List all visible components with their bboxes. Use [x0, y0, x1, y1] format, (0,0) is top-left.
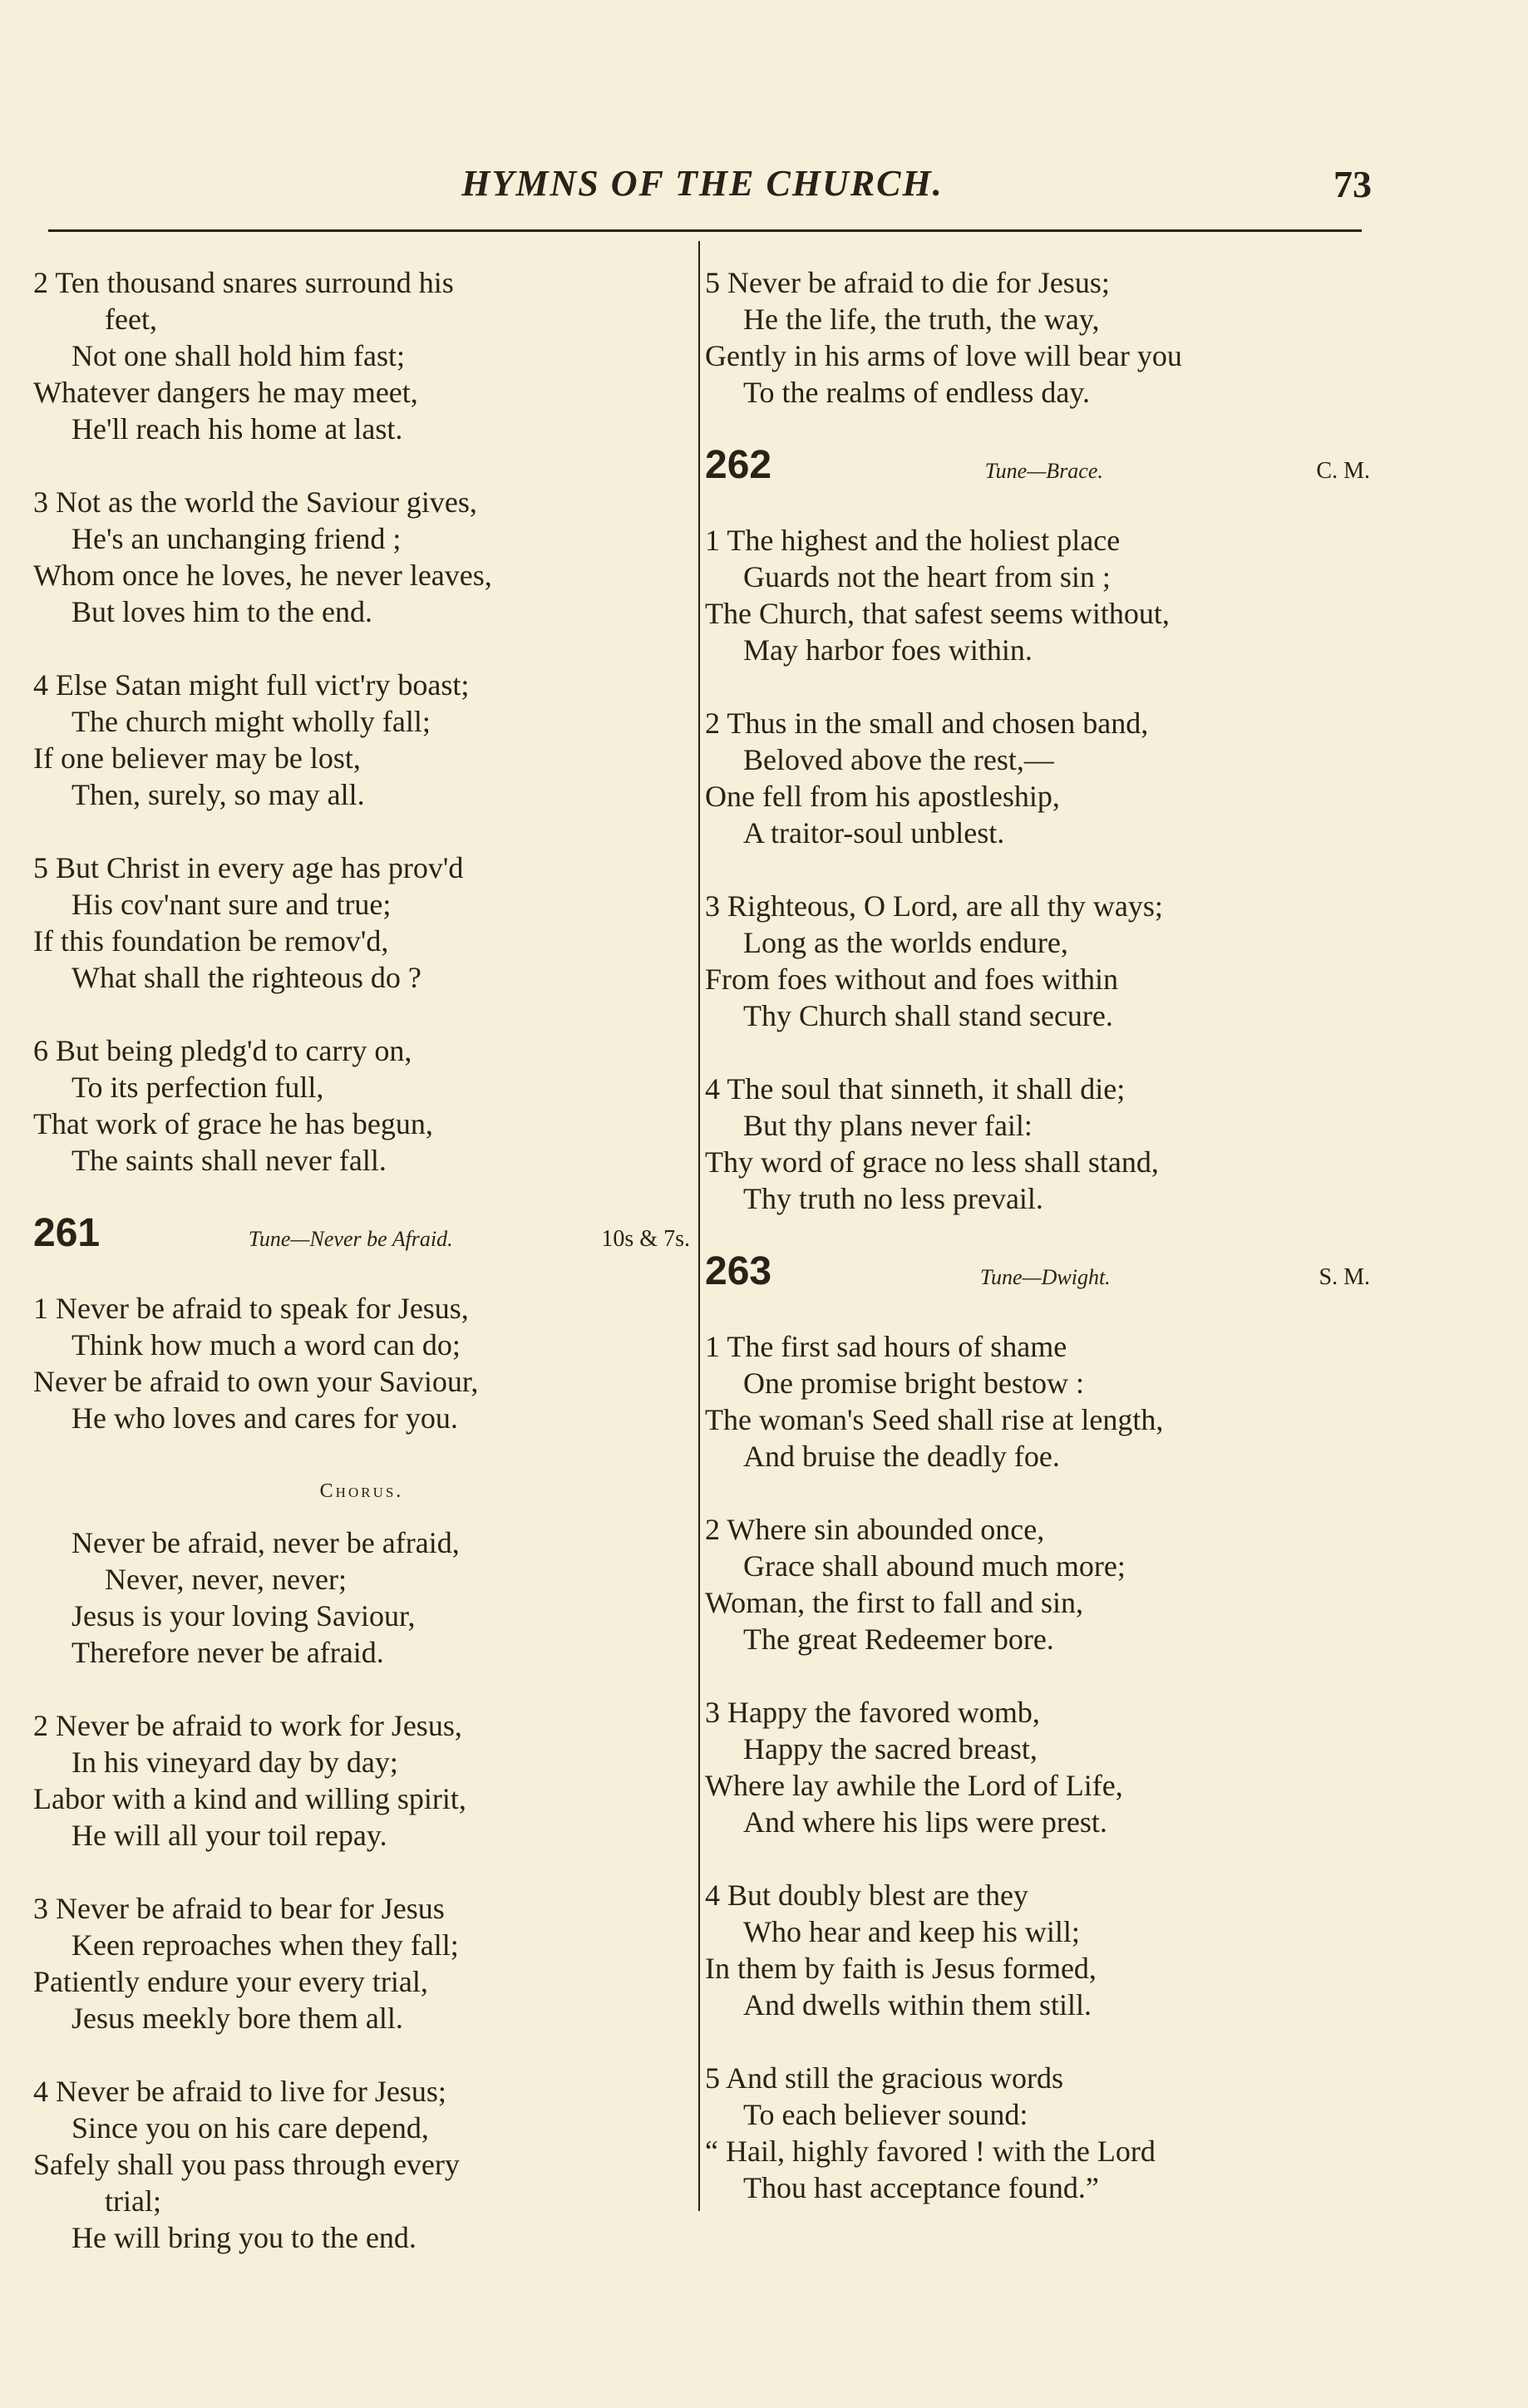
verse-line: His cov'nant sure and true;: [71, 888, 392, 921]
verse-line: Who hear and keep his will;: [743, 1915, 1080, 1948]
stanza: [33, 667, 690, 813]
verse-line: He'll reach his home at last.: [71, 412, 403, 446]
stanza: [705, 1511, 1370, 1657]
chorus-label: Chorus.: [319, 1480, 404, 1502]
verse-line: Never, never, never;: [105, 1563, 347, 1596]
verse-line: Happy the sacred breast,: [743, 1732, 1038, 1765]
verse-line: 1 The highest and the holiest place: [705, 524, 1121, 557]
verse-line: If one believer may be lost,: [33, 741, 361, 775]
verse-line: 2 Ten thousand snares surround his: [33, 266, 454, 299]
verse-line: He will all your toil repay.: [71, 1819, 387, 1852]
verse-line: 2 Thus in the small and chosen band,: [705, 707, 1149, 740]
verse-line: Whatever dangers he may meet,: [33, 376, 418, 409]
verse-line: trial;: [105, 2184, 161, 2218]
verse-line: In them by faith is Jesus formed,: [705, 1952, 1097, 1985]
verse-line: He who loves and cares for you.: [71, 1401, 458, 1435]
verse-line: To its perfection full,: [71, 1071, 324, 1104]
verse-line: 5 But Christ in every age has prov'd: [33, 851, 464, 884]
stanza: [33, 264, 690, 447]
verse-line: In his vineyard day by day;: [71, 1746, 398, 1779]
stanza: [705, 705, 1370, 851]
verse-line: Jesus meekly bore them all.: [71, 2002, 403, 2035]
verse-line: Since you on his care depend,: [71, 2111, 429, 2145]
hymn-heading: [33, 1211, 690, 1265]
verse-line: 1 The first sad hours of shame: [705, 1330, 1067, 1363]
verse-line: One promise bright bestow :: [743, 1367, 1084, 1400]
stanza: [33, 2073, 690, 2256]
verse-line: The woman's Seed shall rise at length,: [705, 1403, 1164, 1436]
running-title: HYMNS OF THE CHURCH.: [461, 163, 944, 204]
verse-line: Jesus is your loving Saviour,: [71, 1599, 416, 1632]
page-number: 73: [1333, 163, 1372, 205]
verse-line: But thy plans never fail:: [743, 1109, 1033, 1142]
verse-line: Long as the worlds endure,: [743, 926, 1068, 959]
verse-line: Thy truth no less prevail.: [743, 1182, 1043, 1215]
stanza: [705, 522, 1370, 668]
verse-line: May harbor foes within.: [743, 633, 1033, 667]
verse-line: Grace shall abound much more;: [743, 1549, 1126, 1583]
stanza: [33, 1032, 690, 1179]
verse-line: Where lay awhile the Lord of Life,: [705, 1769, 1123, 1802]
hymn-meter: S. M.: [1319, 1264, 1370, 1290]
verse-line: Never be afraid to own your Saviour,: [33, 1365, 479, 1398]
hymn-tune: Tune—Never be Afraid.: [248, 1227, 453, 1251]
hymn-meter: C. M.: [1316, 458, 1370, 484]
verse-line: “ Hail, highly favored ! with the Lord: [705, 2135, 1156, 2168]
verse-line: Not one shall hold him fast;: [71, 339, 405, 372]
stanza: [33, 849, 690, 996]
verse-line: 3 Happy the favored womb,: [705, 1696, 1040, 1729]
verse-line: 2 Never be afraid to work for Jesus,: [33, 1709, 462, 1742]
verse-line: But loves him to the end.: [71, 595, 372, 628]
verse-line: Safely shall you pass through every: [33, 2148, 460, 2181]
verse-line: Whom once he loves, he never leaves,: [33, 559, 492, 592]
verse-line: And bruise the deadly foe.: [743, 1440, 1060, 1473]
stanza: [705, 888, 1370, 1034]
page-header: [33, 162, 1372, 212]
verse-line: Therefore never be afraid.: [71, 1636, 384, 1669]
verse-line: Patiently endure your every trial,: [33, 1965, 428, 1998]
stanza: [33, 1707, 690, 1854]
verse-line: The saints shall never fall.: [71, 1144, 387, 1177]
verse-line: To each believer sound:: [743, 2098, 1028, 2131]
stanza: [705, 1877, 1370, 2023]
verse-line: The great Redeemer bore.: [743, 1623, 1054, 1656]
verse-line: What shall the righteous do ?: [71, 961, 421, 994]
stanza: [705, 2060, 1370, 2206]
column-divider: [698, 241, 700, 2211]
verse-line: One fell from his apostleship,: [705, 780, 1060, 813]
verse-line: If this foundation be remov'd,: [33, 924, 389, 958]
verse-line: That work of grace he has begun,: [33, 1107, 433, 1140]
stanza: [33, 1524, 690, 1671]
verse-line: Thou hast acceptance found.”: [743, 2171, 1099, 2204]
hymn-heading: [705, 1249, 1370, 1303]
stanza: [33, 484, 690, 630]
verse-line: 3 Righteous, O Lord, are all thy ways;: [705, 889, 1163, 923]
header-rule: [48, 229, 1362, 232]
verse-line: 1 Never be afraid to speak for Jesus,: [33, 1292, 469, 1325]
verse-line: feet,: [105, 303, 157, 336]
left-column: [33, 264, 690, 2292]
verse-line: Woman, the first to fall and sin,: [705, 1586, 1084, 1619]
verse-line: From foes without and foes within: [705, 963, 1118, 996]
hymn-meter: 10s & 7s.: [601, 1226, 690, 1252]
verse-line: 5 Never be afraid to die for Jesus;: [705, 266, 1110, 299]
verse-line: Then, surely, so may all.: [71, 778, 365, 811]
verse-line: 4 Never be afraid to live for Jesus;: [33, 2075, 446, 2108]
hymn-tune: Tune—Dwight.: [979, 1265, 1111, 1289]
verse-line: He the life, the truth, the way,: [743, 303, 1100, 336]
verse-line: 4 Else Satan might full vict'ry boast;: [33, 668, 470, 702]
verse-line: 4 But doubly blest are they: [705, 1879, 1028, 1912]
verse-line: Thy Church shall stand secure.: [743, 999, 1113, 1032]
verse-line: He's an unchanging friend ;: [71, 522, 402, 555]
verse-line: 6 But being pledg'd to carry on,: [33, 1034, 412, 1067]
stanza: [705, 264, 1370, 411]
stanza: [705, 1071, 1370, 1217]
verse-line: The church might wholly fall;: [71, 705, 431, 738]
verse-line: Keen reproaches when they fall;: [71, 1928, 459, 1962]
verse-line: Thy word of grace no less shall stand,: [705, 1145, 1159, 1179]
hymn-number: 263: [705, 1249, 772, 1293]
verse-line: To the realms of endless day.: [743, 376, 1091, 409]
stanza: [705, 1694, 1370, 1840]
right-column: [705, 264, 1370, 2243]
verse-line: 3 Never be afraid to bear for Jesus: [33, 1892, 445, 1925]
verse-line: Gently in his arms of love will bear you: [705, 339, 1182, 372]
verse-line: And where his lips were prest.: [743, 1805, 1107, 1839]
verse-line: 3 Not as the world the Saviour gives,: [33, 485, 477, 519]
verse-line: And dwells within them still.: [743, 1988, 1092, 2021]
verse-line: Beloved above the rest,—: [743, 743, 1054, 776]
hymn-number: 262: [705, 443, 772, 487]
hymn-tune: Tune—Brace.: [984, 459, 1103, 483]
verse-line: He will bring you to the end.: [71, 2221, 417, 2254]
verse-line: 2 Where sin abounded once,: [705, 1513, 1045, 1546]
verse-line: Never be afraid, never be afraid,: [71, 1526, 460, 1559]
verse-line: 5 And still the gracious words: [705, 2061, 1063, 2095]
hymn-number: 261: [33, 1211, 101, 1255]
verse-line: Guards not the heart from sin ;: [743, 560, 1111, 593]
hymn-heading: [705, 443, 1370, 497]
verse-line: The Church, that safest seems without,: [705, 597, 1170, 630]
verse-line: Labor with a kind and willing spirit,: [33, 1782, 466, 1815]
verse-line: 4 The soul that sinneth, it shall die;: [705, 1072, 1126, 1106]
verse-line: A traitor-soul unblest.: [743, 816, 1005, 849]
stanza: [33, 1290, 690, 1436]
stanza: [33, 1890, 690, 2036]
verse-line: Think how much a word can do;: [71, 1328, 461, 1362]
stanza: [705, 1328, 1370, 1475]
